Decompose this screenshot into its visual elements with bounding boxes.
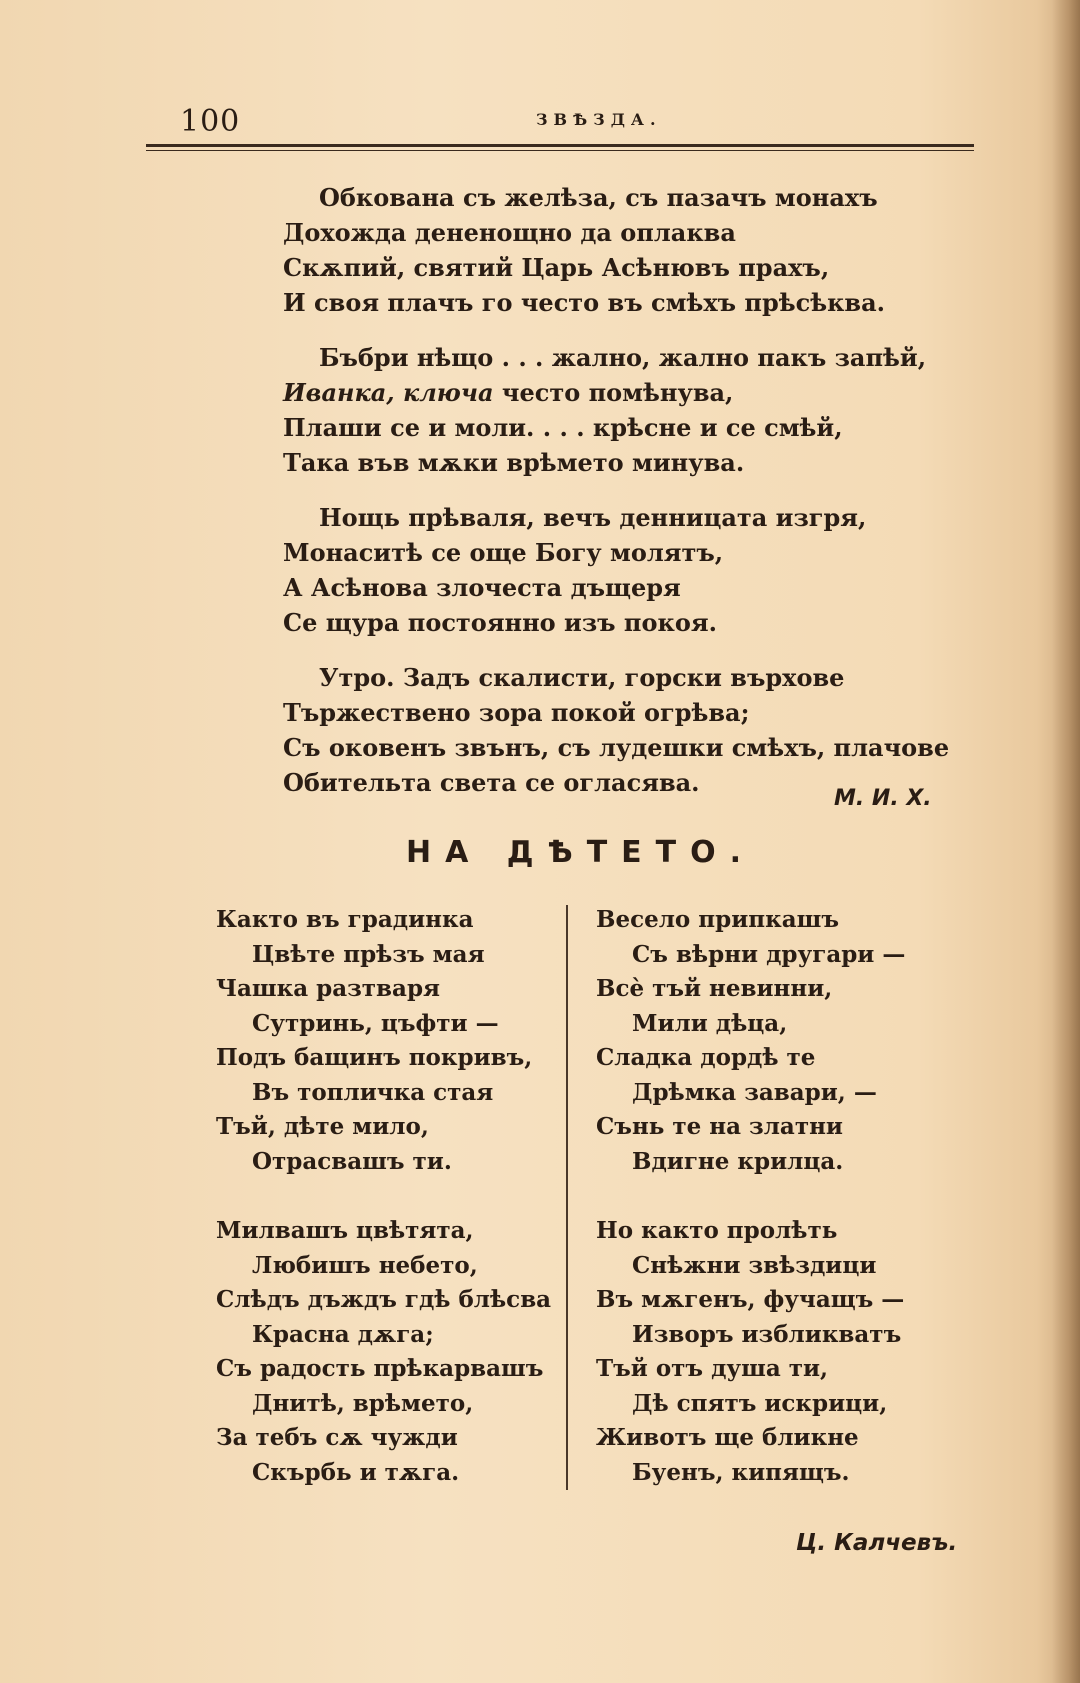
- stanza: [283, 500, 983, 640]
- header-rule-thin: [146, 150, 974, 151]
- verse-line: Слѣдъ дъждъ гдѣ блѣсва: [216, 1286, 552, 1313]
- column-divider: [566, 905, 568, 1490]
- verse-line: Монаситѣ се още Богу молятъ,: [283, 538, 724, 567]
- verse-line: Скѫпий, святий Царь Асѣнювъ прахъ,: [283, 253, 830, 282]
- verse-line: Сутринь, цъфти —: [252, 1009, 499, 1037]
- verse-line: Скърбь и тѫга.: [252, 1458, 460, 1486]
- verse-line: Нощь прѣваля, вечъ денницата изгря,: [319, 503, 867, 532]
- verse-line: Мили дѣца,: [632, 1009, 788, 1037]
- stanza: [596, 1214, 905, 1490]
- poem-one-author: М. И. Х.: [834, 786, 932, 811]
- verse-line: Се щура постоянно изъ покоя.: [283, 608, 717, 637]
- stanza: [216, 1214, 551, 1490]
- verse-line: Въ мѫгенъ, фучащъ —: [596, 1286, 905, 1313]
- stanza: [283, 660, 983, 800]
- verse-line: Чашка разтваря: [216, 975, 441, 1002]
- verse-line: Съ оковенъ звънъ, съ лудешки смѣхъ, плачове: [283, 733, 950, 762]
- verse-line: Милвашъ цвѣтята,: [216, 1217, 474, 1244]
- poem-two-left-column: [216, 903, 551, 1525]
- poem-two-author: Ц. Калчевъ.: [796, 1530, 958, 1556]
- verse-line: Цвѣте прѣзъ мая: [252, 940, 485, 968]
- verse-line: Тъй, дѣте мило,: [216, 1113, 429, 1140]
- verse-line: Утро. Задъ скалисти, горски върхове: [319, 663, 845, 692]
- verse-line: Въ топличка стая: [252, 1078, 494, 1106]
- stanza: [283, 340, 983, 480]
- verse-line: Така във мѫки врѣмето минува.: [283, 448, 745, 477]
- italic-names: Иванка, ключа: [283, 378, 494, 407]
- verse-line: Буенъ, кипящъ.: [632, 1458, 850, 1486]
- stanza: [216, 903, 551, 1179]
- running-title: ЗВѢЗДА.: [536, 110, 662, 129]
- verse-line: Сладка дордѣ те: [596, 1044, 816, 1071]
- page-binding-shadow: [1052, 0, 1080, 1683]
- verse-line: Дохожда дененощно да оплаква: [283, 218, 736, 247]
- verse-line: Дѣ спятъ искрици,: [632, 1389, 888, 1417]
- header-rule: [146, 144, 974, 147]
- stanza: [283, 180, 983, 320]
- page-number: 100: [180, 104, 241, 139]
- verse-line: Снѣжни звѣздици: [632, 1251, 877, 1279]
- verse-line: Както въ градинка: [216, 906, 474, 933]
- poem-two-right-column: [596, 903, 905, 1525]
- verse-line: Весело припкашъ: [596, 906, 839, 933]
- verse-line: Отрасвашъ ти.: [252, 1147, 452, 1175]
- verse-line: Тъй отъ душа ти,: [596, 1355, 829, 1382]
- verse-line: Днитѣ, врѣмето,: [252, 1389, 474, 1417]
- verse-line: За тебъ сѫ чужди: [216, 1424, 458, 1451]
- stanza: [596, 903, 905, 1179]
- verse-line: Но както пролѣть: [596, 1217, 838, 1244]
- verse-line: Дрѣмка завари, —: [632, 1078, 877, 1106]
- verse-line: Съ радость прѣкарвашъ: [216, 1355, 544, 1382]
- verse-line: Тържествено зора покой огрѣва;: [283, 698, 750, 727]
- verse-line: Обительта света се огласява.: [283, 768, 700, 797]
- verse-line: Любишъ небето,: [252, 1251, 478, 1279]
- verse-line: А Асѣнова злочеста дъщеря: [283, 573, 681, 602]
- verse-line: Сънь те на златни: [596, 1113, 843, 1140]
- verse-line: Всѐ тъй невинни,: [596, 975, 833, 1002]
- poem-one: [283, 180, 983, 820]
- verse-line: Съ вѣрни другари —: [632, 940, 906, 968]
- verse-line: И своя плачъ го често въ смѣхъ прѣсѣква.: [283, 288, 886, 317]
- verse-line: Вдигне крилца.: [632, 1147, 844, 1175]
- verse-line: Бъбри нѣщо . . . жално, жално пакъ запѣй,: [319, 343, 927, 372]
- poem-two-title: НА ДѢТЕТО.: [406, 835, 756, 870]
- verse-line: Животъ ще бликне: [596, 1424, 859, 1451]
- verse-line: Обкована съ желѣза, съ пазачъ монахъ: [319, 183, 878, 212]
- verse-line: Красна дѫга;: [252, 1320, 434, 1348]
- verse-line-rest: често помѣнува,: [501, 378, 734, 407]
- verse-line: Плаши се и моли. . . . крѣсне и се смѣй,: [283, 413, 843, 442]
- verse-line: [283, 375, 983, 410]
- verse-line: Подъ бащинъ покривъ,: [216, 1044, 533, 1071]
- verse-line: Изворъ избликватъ: [632, 1320, 902, 1348]
